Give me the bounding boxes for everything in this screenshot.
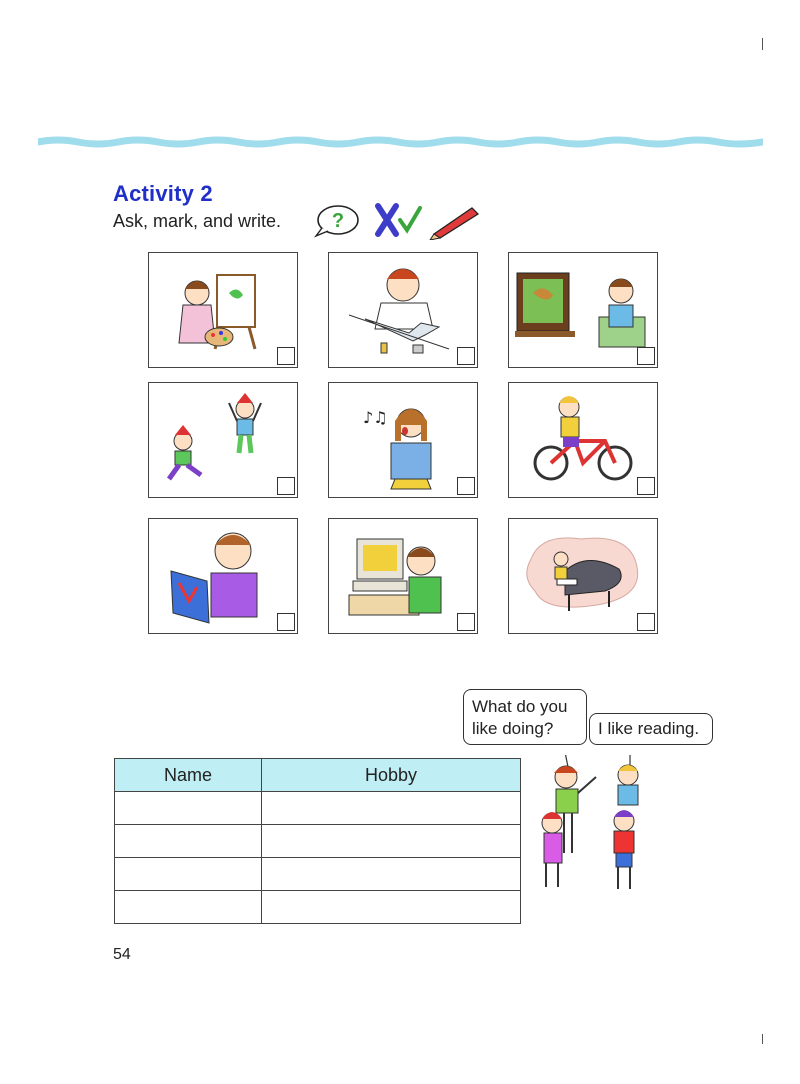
checkbox-dancing[interactable]: [277, 477, 295, 495]
speech-bubble-answer: [589, 713, 713, 745]
crop-mark-top: [762, 38, 763, 50]
picture-card-watching-tv: [508, 252, 658, 368]
picture-card-model-making: [328, 252, 478, 368]
hobby-cell[interactable]: [262, 792, 521, 825]
boy-model-plane-illustration: [329, 253, 477, 367]
picture-card-singing: [328, 382, 478, 498]
activity-instruction: Ask, mark, and write.: [113, 211, 282, 231]
picture-card-painting: [148, 252, 298, 368]
wave-divider: [38, 136, 763, 148]
hobby-cell[interactable]: [262, 858, 521, 891]
hobby-cell[interactable]: [262, 825, 521, 858]
page-number: 54: [113, 946, 131, 963]
hobby-cell[interactable]: [262, 891, 521, 924]
activity-title: Activity 2: [113, 181, 213, 206]
picture-card-dancing: [148, 382, 298, 498]
table-row: [115, 891, 521, 924]
girl-watching-tv-illustration: [509, 253, 657, 367]
checkbox-model-making[interactable]: [457, 347, 475, 365]
picture-card-cycling: [508, 382, 658, 498]
question-text: What do you like doing?: [472, 697, 568, 738]
name-cell[interactable]: [115, 891, 262, 924]
name-cell[interactable]: [115, 858, 262, 891]
cross-check-icon: [378, 206, 420, 234]
checkbox-piano[interactable]: [637, 613, 655, 631]
boy-computer-illustration: [329, 519, 477, 633]
checkbox-singing[interactable]: [457, 477, 475, 495]
question-bubble-icon: [316, 206, 358, 236]
picture-card-reading: [148, 518, 298, 634]
answer-text: I like reading.: [598, 719, 700, 738]
table-row: [115, 858, 521, 891]
girl-cycling-illustration: [509, 383, 657, 497]
checkbox-computer[interactable]: [457, 613, 475, 631]
checkbox-cycling[interactable]: [637, 477, 655, 495]
name-hobby-table: [114, 758, 521, 924]
checkbox-reading[interactable]: [277, 613, 295, 631]
table-header-row: [115, 759, 521, 792]
name-cell[interactable]: [115, 825, 262, 858]
name-cell[interactable]: [115, 792, 262, 825]
girl-painting-illustration: [149, 253, 297, 367]
picture-card-computer: [328, 518, 478, 634]
table-row: [115, 825, 521, 858]
instruction-icons: [312, 200, 482, 240]
pencil-icon: [430, 208, 478, 240]
kids-dancing-illustration: [149, 383, 297, 497]
table-row: [115, 792, 521, 825]
picture-card-piano: [508, 518, 658, 634]
checkbox-painting[interactable]: [277, 347, 295, 365]
boy-piano-illustration: [509, 519, 657, 633]
crop-mark-bottom: [762, 1034, 763, 1044]
speech-bubble-question: [463, 689, 587, 745]
boy-reading-illustration: [149, 519, 297, 633]
checkbox-watching-tv[interactable]: [637, 347, 655, 365]
header-name: Name: [115, 759, 262, 792]
header-hobby: Hobby: [262, 759, 521, 792]
girl-singing-illustration: [329, 383, 477, 497]
svg-text:?: ?: [331, 210, 345, 232]
kids-talking-illustration: [530, 755, 670, 905]
svg-text:♪♫: ♪♫: [363, 408, 388, 427]
